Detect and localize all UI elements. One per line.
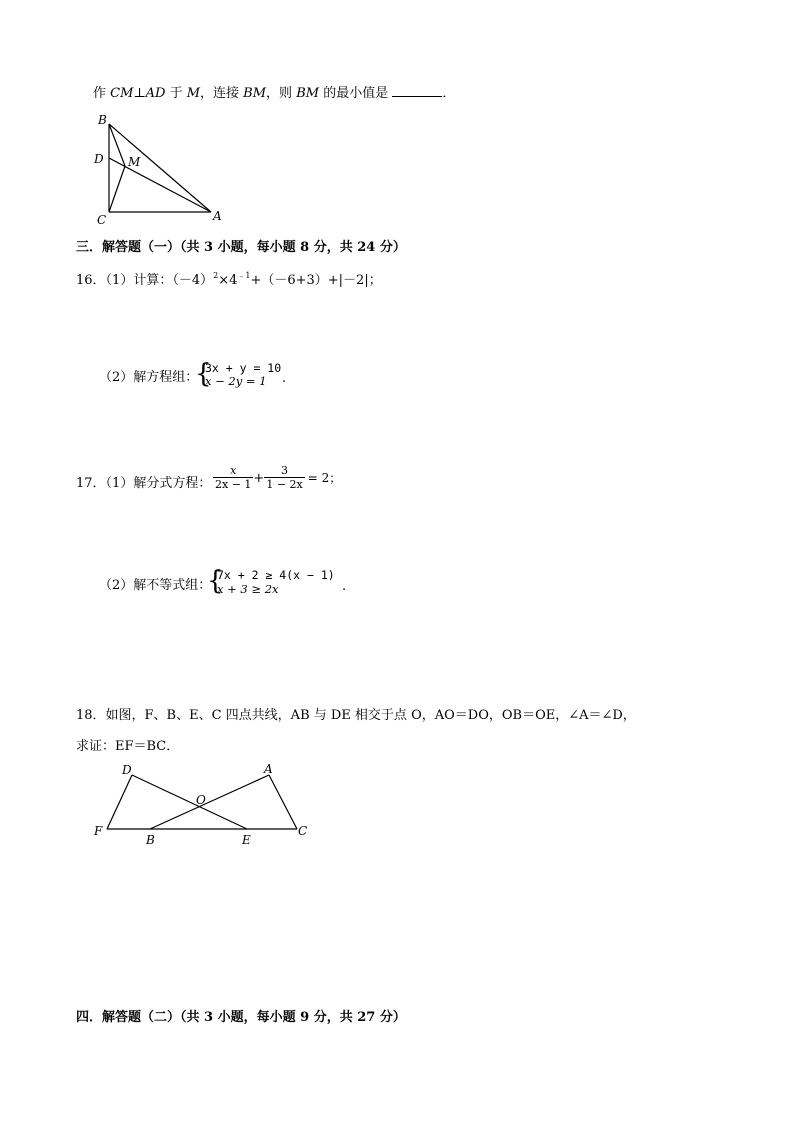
q15-part5: 的最小值是 — [319, 86, 389, 101]
q15-m: M — [186, 86, 201, 101]
fig1-label-c: C — [97, 213, 107, 227]
q15-perp: ⊥ — [133, 86, 146, 101]
q15-part4: ，则 — [266, 86, 297, 101]
q16-brace: { — [195, 359, 212, 389]
section-3-title: 三．解答题（一）（共 3 小题，每小题 8 分，共 24 分） — [76, 240, 406, 255]
q15-part1: 作 — [93, 86, 111, 101]
q15-bm: BM — [243, 86, 267, 101]
segment-da — [109, 158, 211, 212]
q16-sup2: ﹣1 — [237, 271, 251, 280]
fraction-2-numerator: 3 — [281, 464, 289, 477]
answer-blank[interactable] — [392, 84, 442, 97]
fig2-label-e: E — [242, 833, 251, 847]
fig2-label-c: C — [298, 824, 308, 838]
q16-p1-mid: ×4 — [218, 273, 238, 288]
fig2-label-a: A — [264, 762, 273, 776]
fig1-label-b: B — [98, 113, 107, 127]
fig2-label-f: F — [94, 824, 103, 838]
plus-sign: + — [253, 471, 265, 486]
q17-p1-label: （1）解分式方程： — [105, 476, 212, 491]
q15-cm: CM — [110, 86, 134, 101]
fig2-label-b: B — [146, 833, 155, 847]
q15-part3: ，连接 — [200, 86, 244, 101]
fig1-label-d: D — [94, 152, 104, 166]
q17-ineq1: 7x + 2 ≥ 4(x − 1) — [217, 568, 335, 582]
q16-number: 16． — [76, 273, 106, 288]
q17-part1 — [76, 476, 211, 492]
segment-ac — [269, 775, 297, 829]
fig1-label-a: A — [213, 209, 222, 223]
fraction-1-numerator: x — [230, 464, 237, 477]
fig2-label-o: O — [196, 793, 206, 807]
section-4-title: 四．解答题（二）（共 3 小题，每小题 9 分，共 27 分） — [76, 1010, 406, 1025]
q16-p1-label: （1）计算：（－4） — [105, 273, 214, 288]
segment-de — [132, 775, 247, 829]
q15-bm2: BM — [296, 86, 320, 101]
q16-eq2: x − 2y = 1 — [205, 374, 267, 388]
q16-p1-end: +（－6+3）+|－2|； — [250, 273, 382, 288]
segment-ba — [150, 775, 269, 829]
q15-ad: AD — [145, 86, 166, 101]
q16-part1 — [76, 273, 382, 290]
q15-part2: 于 — [165, 86, 187, 101]
q18-line2: 求证：EF＝BC． — [76, 739, 180, 754]
equation-rhs: = 2； — [307, 471, 342, 485]
q17-number: 17． — [76, 476, 106, 491]
q16-period: . — [282, 371, 287, 386]
fig2-label-d: D — [122, 763, 132, 777]
fraction-1-denominator: 2x − 1 — [215, 478, 252, 491]
q17-part2-label: （2）解不等式组： — [99, 578, 212, 593]
q15-end: ． — [442, 86, 456, 101]
fig1-label-m: M — [128, 155, 141, 169]
q17-brace: { — [207, 566, 224, 596]
q17-period: . — [342, 579, 347, 594]
segment-cm — [109, 166, 125, 212]
q16-sup1: 2 — [213, 271, 219, 280]
triangle-figure — [88, 108, 228, 230]
q17-equation — [213, 464, 341, 491]
crossing-triangles-figure — [90, 760, 320, 852]
fraction-2 — [264, 464, 304, 491]
fraction-2-denominator: 1 − 2x — [266, 478, 303, 491]
q16-eq1: 3x + y = 10 — [205, 361, 282, 375]
q15-text — [93, 84, 455, 102]
q18-line1: 18．如图，F、B、E、C 四点共线，AB 与 DE 相交于点 O，AO＝DO，OB＝OE，∠A＝∠D， — [76, 708, 636, 723]
q16-part2-label: （2）解方程组： — [99, 370, 199, 385]
q17-ineq2: x + 3 ≥ 2x — [217, 582, 279, 596]
segment-fd — [107, 775, 132, 829]
fraction-1 — [213, 464, 253, 491]
